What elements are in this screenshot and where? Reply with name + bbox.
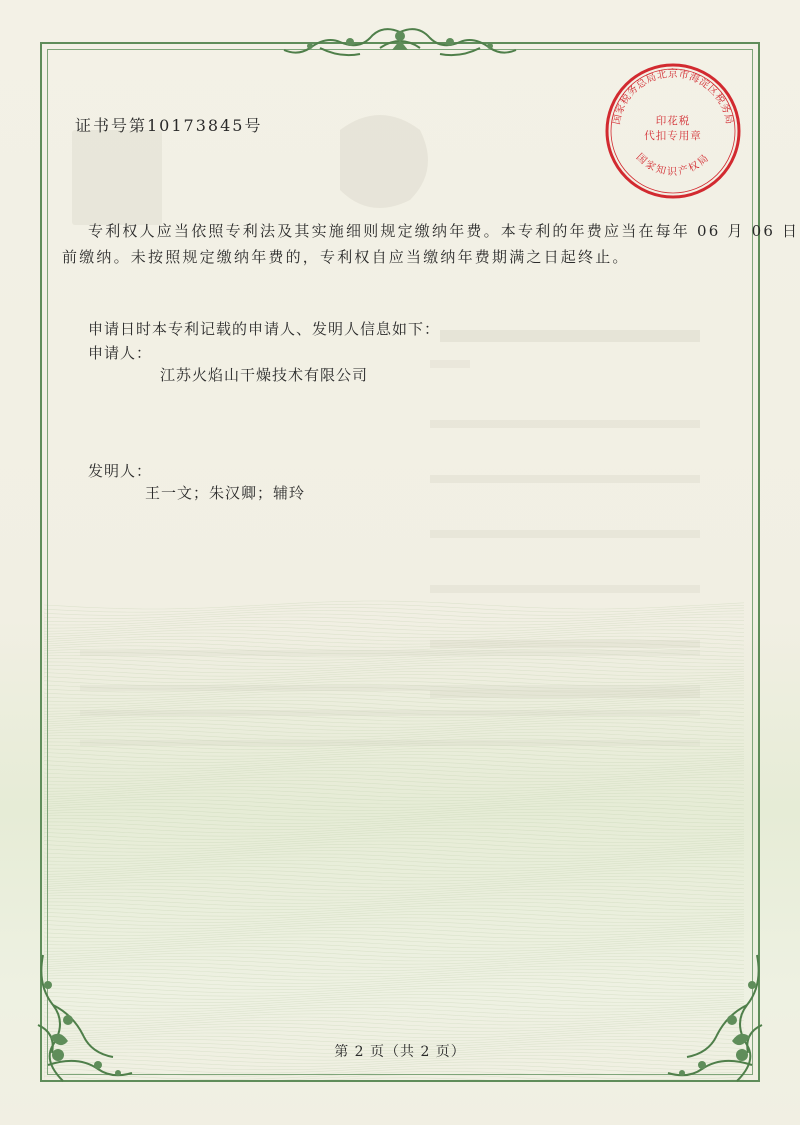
inner-border — [47, 49, 753, 1075]
fee-notice-line2: 前缴纳。未按照规定缴纳年费的，专利权自应当缴纳年费期满之日起终止。 — [62, 248, 630, 266]
certificate-number: 证书号第10173845号 — [75, 116, 263, 135]
inventor-names: 王一文；朱汉卿；辅玲 — [145, 484, 306, 502]
seal-ring-text: 国家税务总局北京市海淀区税务局 — [611, 69, 735, 126]
bottom-right-ornament-icon — [662, 945, 772, 1095]
top-ornament-icon — [270, 20, 530, 70]
seal-center-line2: 代扣专用章 — [644, 130, 702, 142]
applicant-label: 申请人： — [88, 344, 153, 362]
page-indicator: 第 2 页（共 2 页） — [334, 1044, 466, 1060]
info-intro: 申请日时本专利记载的申请人、发明人信息如下： — [88, 320, 441, 338]
seal-center-line1: 印花税 — [655, 115, 691, 127]
seal-bottom-text: 国家知识产权局 — [633, 151, 713, 178]
fee-notice-line1: 专利权人应当依照专利法及其实施细则规定缴纳年费。本专利的年费应当在每年 06 月 06 日 — [88, 222, 800, 240]
inventor-label: 发明人： — [88, 462, 153, 480]
applicant-name: 江苏火焰山干燥技术有限公司 — [160, 366, 369, 384]
svg-text:国家知识产权局 — [634, 151, 712, 178]
bottom-left-ornament-icon — [28, 945, 138, 1095]
